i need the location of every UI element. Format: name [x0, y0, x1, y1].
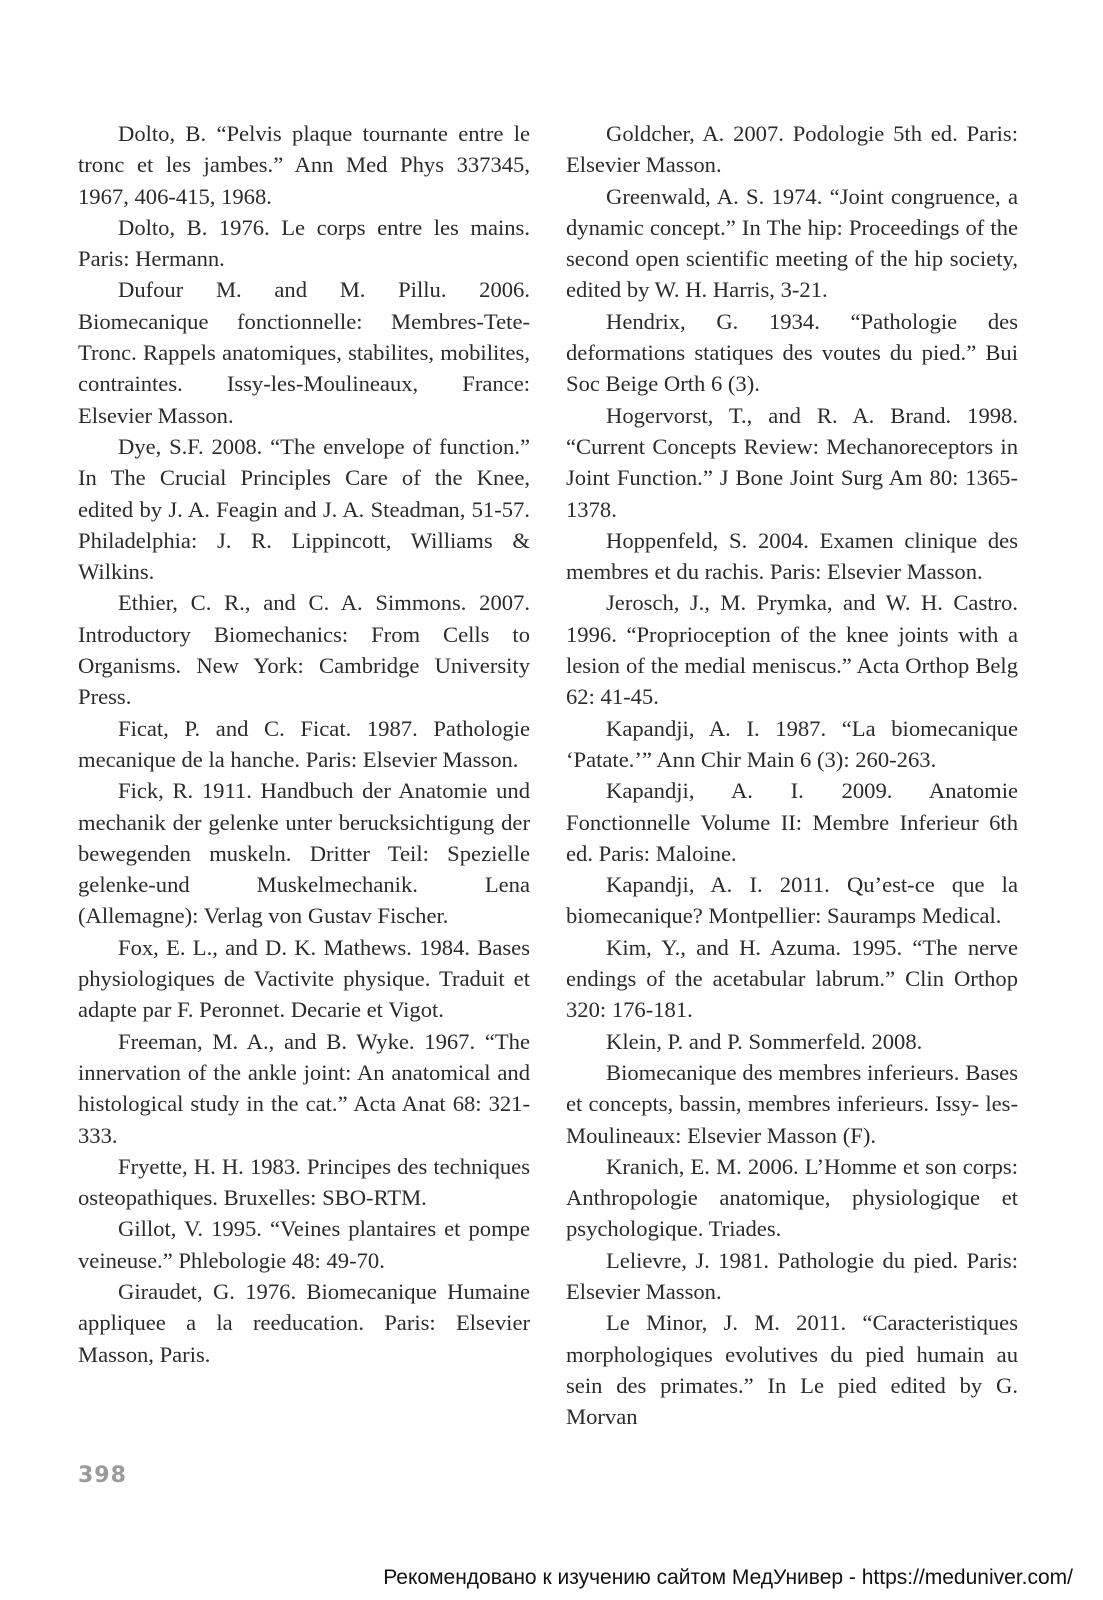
reference-entry: Dufour M. and M. Pillu. 2006. Biomecanique fonctionnelle: Membres-Tete-Tronc. Rappels anatomiques, stabilites, mobilites, contraintes. Issy-les-Moulineaux, France: Elsevier Masson.	[78, 277, 530, 428]
reference-entry: Kapandji, A. I. 2011. Qu’est-ce que la biomecanique? Montpellier: Sauramps Medical.	[566, 872, 1018, 929]
reference-entry: Lelievre, J. 1981. Pathologie du pied. Paris: Elsevier Masson.	[566, 1247, 1018, 1304]
page-number: 398	[78, 1463, 127, 1488]
reference-entry: Kranich, E. M. 2006. L’Homme et son corps: Anthropologie anatomique, physiologique et psychologique. Triades.	[566, 1153, 1018, 1242]
reference-entry: Fox, E. L., and D. K. Mathews. 1984. Bases physiologiques de Vactivite physique. Traduit et adapte par F. Peronnet. Decarie et Vigot.	[78, 934, 530, 1023]
reference-entry: Kapandji, A. I. 1987. “La biomecanique ‘Patate.’” Ann Chir Main 6 (3): 260-263.	[566, 715, 1018, 772]
reference-entry: Freeman, M. A., and B. Wyke. 1967. “The innervation of the ankle joint: An anatomical and histological study in the cat.” Acta Anat 68: 321-333.	[78, 1028, 530, 1148]
reference-entry: Fick, R. 1911. Handbuch der Anatomie und mechanik der gelenke unter berucksichtigung der bewegenden muskeln. Dritter Teil: Spezielle gelenke-und Muskelmechanik. Lena (Allemagne): Verlag von Gustav Fischer.	[78, 778, 530, 929]
reference-entry: Ficat, P. and C. Ficat. 1987. Pathologie mecanique de la hanche. Paris: Elsevier Masson.	[78, 715, 530, 772]
reference-entry: Klein, P. and P. Sommerfeld. 2008.	[606, 1028, 923, 1054]
reference-entry: Hogervorst, T., and R. A. Brand. 1998. “Current Concepts Review: Mechanoreceptors in Joint Function.” J Bone Joint Surg Am 80: 1365-1378.	[566, 402, 1018, 522]
reference-entry: Greenwald, A. S. 1974. “Joint congruence, a dynamic concept.” In The hip: Proceedings of the second open scientific meeting of the hip society, edited by W. H. Harris, 3-21.	[566, 183, 1018, 303]
reference-entry: Hoppenfeld, S. 2004. Examen clinique des membres et du rachis. Paris: Elsevier Masson.	[566, 527, 1018, 585]
reference-entry: Ethier, C. R., and C. A. Simmons. 2007. Introductory Biomechanics: From Cells to Organisms. New York: Cambridge University Press.	[78, 590, 530, 710]
reference-entry: Goldcher, A. 2007. Podologie 5th ed. Paris: Elsevier Masson.	[566, 121, 1018, 178]
references-left-column	[78, 118, 530, 1370]
footer-watermark-link[interactable]: Рекомендовано к изучению сайтом МедУнивер - https://meduniver.com/	[383, 1566, 1073, 1589]
reference-entry: Biomecanique des membres inferieurs. Bases et concepts, bassin, membres inferieurs. Issy- les-Moulineaux: Elsevier Masson (F).	[566, 1059, 1018, 1148]
reference-entry: Hendrix, G. 1934. “Pathologie des deformations statiques des voutes du pied.” Bui Soc Beige Orth 6 (3).	[566, 308, 1018, 397]
reference-entry: Kim, Y., and H. Azuma. 1995. “The nerve endings of the acetabular labrum.” Clin Orthop 320: 176-181.	[566, 934, 1018, 1023]
reference-entry: Le Minor, J. M. 2011. “Caracteristiques morphologiques evolutives du pied humain au sein des primates.” In Le pied edited by G. Morvan	[566, 1310, 1018, 1430]
references-right-column	[566, 118, 1018, 1432]
reference-entry: Gillot, V. 1995. “Veines plantaires et pompe veineuse.” Phlebologie 48: 49-70.	[78, 1216, 530, 1273]
reference-entry: Fryette, H. H. 1983. Principes des techniques osteopathiques. Bruxelles: SBO-RTM.	[78, 1153, 530, 1211]
reference-entry: Jerosch, J., M. Prymka, and W. H. Castro. 1996. “Proprioception of the knee joints with a lesion of the medial meniscus.” Acta Orthop Belg 62: 41-45.	[566, 590, 1018, 710]
reference-entry: Dolto, B. 1976. Le corps entre les mains. Paris: Hermann.	[78, 214, 530, 272]
reference-entry: Kapandji, A. I. 2009. Anatomie Fonctionnelle Volume II: Membre Inferieur 6th ed. Paris: Maloine.	[566, 778, 1018, 866]
reference-entry: Dolto, B. “Pelvis plaque tournante entre le tronc et les jambes.” Ann Med Phys 337345, 1967, 406-415, 1968.	[78, 121, 530, 209]
reference-entry: Giraudet, G. 1976. Biomecanique Humaine appliquee a la reeducation. Paris: Elsevier Masson, Paris.	[78, 1278, 530, 1367]
reference-entry: Dye, S.F. 2008. “The envelope of function.” In The Crucial Principles Care of the Knee, edited by J. A. Feagin and J. A. Steadman, 51-57. Philadelphia: J. R. Lippincott, Williams & Wilkins.	[78, 433, 530, 585]
